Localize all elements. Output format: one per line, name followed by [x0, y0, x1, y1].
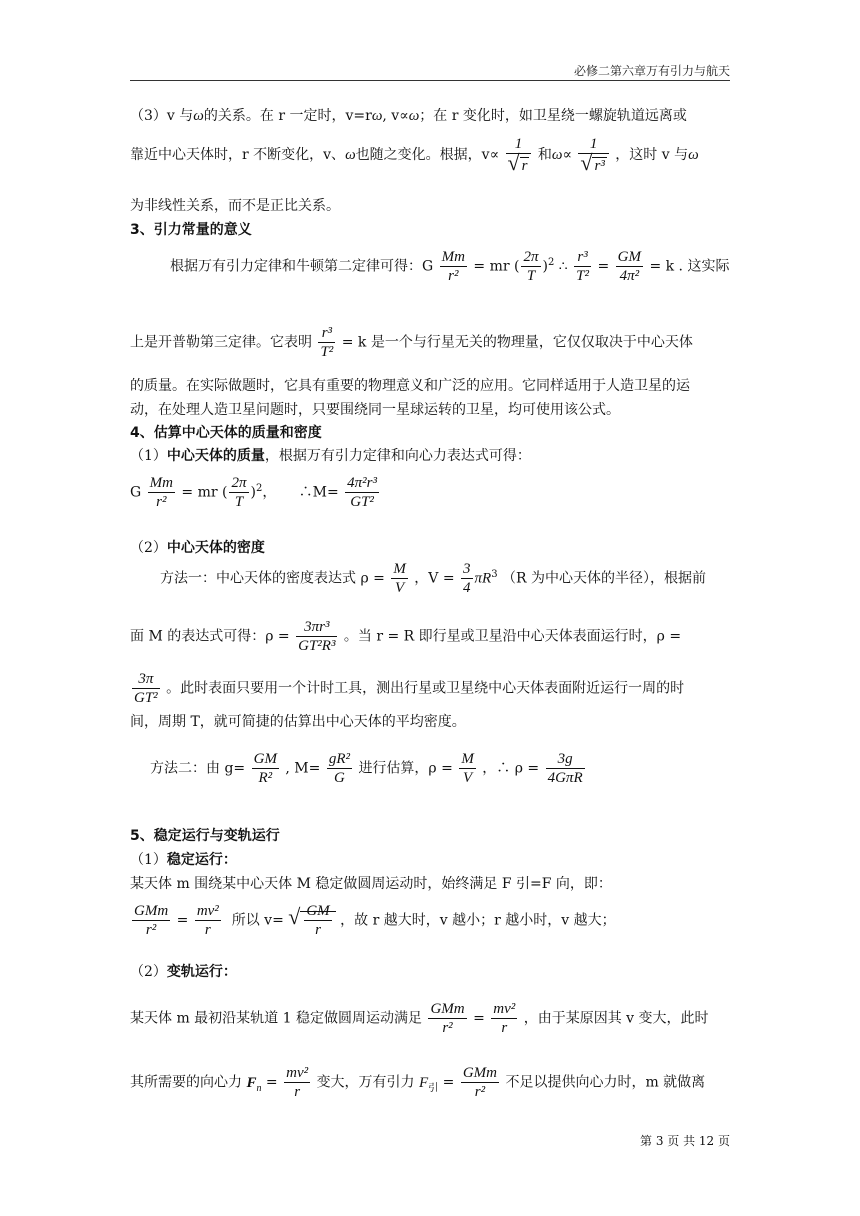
text: = k 是一个与行星无关的物理量，它仅仅取决于中心天体 [341, 334, 693, 351]
paragraph-line [130, 135, 730, 175]
bold-term: 中心天体的质量 [166, 448, 265, 464]
omega-symbol: ω [688, 147, 699, 163]
text: = [442, 1074, 455, 1091]
text: ，根据万有引力定律和向心力表达式可得： [264, 448, 531, 464]
section-heading-4: 4、估算中心天体的质量和密度 [130, 425, 322, 441]
text: = [265, 1074, 278, 1091]
fraction-1-over-sqrt-r: $\frac{1}{√ r}$ [506, 135, 532, 175]
text: 其所需要的向心力 [130, 1074, 242, 1091]
exponent: 2 [547, 256, 555, 268]
force-Fn: $F_n$ [246, 1074, 262, 1094]
paragraph-line: 某天体 m 围绕某中心天体 M 稳定做圆周运动时，始终满足 F 引=F 向，即： [130, 876, 612, 892]
formula-line [130, 474, 730, 511]
text: = [176, 912, 189, 929]
text: ，∴ ρ = [482, 760, 540, 777]
text: 的关系。在 r 一定时，v=r [203, 108, 372, 124]
formula-line [130, 1064, 730, 1101]
text: 所以 v= [231, 912, 284, 929]
exponent: 2 [255, 482, 263, 494]
fraction-M-V: $\frac{M}{V}$ [461, 751, 474, 786]
fraction-r3-T2: $\frac{\text{r³}}{\text{T²}}$ [320, 325, 334, 360]
text: （1） [130, 448, 167, 464]
omega-symbol: ω [345, 147, 356, 163]
sqrt-GM-over-r: √ $\frac{GM}{r}$ [288, 902, 335, 939]
text: ∴M= [298, 484, 339, 501]
omega-symbol: ω [408, 108, 420, 124]
text: = mr ( [473, 258, 520, 275]
fraction-3pi-GT2: $\frac{3\pi}{\text{GT²}}$ [134, 671, 158, 706]
paragraph-line [130, 106, 730, 126]
text: 方法二：由 g= [150, 760, 246, 777]
text: = mr ( [181, 484, 228, 501]
fraction-GM-4pi2: $\frac{GM}{\text{4π²}}$ [617, 249, 641, 284]
text: ，故 r 越大时，v 越小；r 越小时，v 越大； [340, 912, 616, 929]
page-footer: 第 3 页 共 12 页 [640, 1134, 730, 1148]
text: = k . 这实际 [649, 258, 730, 275]
running-header: 必修二第六章万有引力与航天 [573, 64, 730, 78]
paragraph-line [130, 538, 730, 558]
text: 不足以提供向心力时，m 就做离 [505, 1074, 706, 1091]
text: 和 [537, 147, 552, 163]
fraction-GMm-r2: GMm r² [462, 1065, 497, 1100]
fraction-Mm-r2: $\frac{Mm}{\text{r²}}$ [441, 249, 465, 284]
text: πR [474, 570, 492, 587]
paragraph-line: 的质量。在实际做题时，它具有重要的物理意义和广泛的应用。它同样适用于人造卫星的运 [130, 378, 690, 394]
fraction-3g-4GpiR: 3g 4GπR [547, 751, 583, 786]
fraction-M-V: $\frac{M}{V}$ [393, 561, 406, 596]
fraction-Mm-r2: $\frac{Mm}{\text{r²}}$ [149, 475, 173, 510]
text: （3）v 与 [130, 108, 194, 124]
therefore-symbol: ∴ [558, 258, 568, 275]
formula-line [130, 670, 730, 707]
text: 。此时表面只要用一个计时工具，测出行星或卫星绕中心天体表面附近运行一周的时 [166, 680, 685, 697]
fraction-GM-R2: $\frac{GM}{\text{R²}}$ [253, 751, 277, 786]
text: ，由于某原因其 v 变大，此时 [523, 1010, 709, 1027]
text: 某天体 m 最初沿某轨道 1 稳定做圆周运动满足 [130, 1010, 422, 1027]
header-rule [130, 80, 730, 81]
paragraph-line [130, 324, 730, 361]
text: 靠近中心天体时，r 不断变化，v、 [130, 147, 346, 163]
omega-symbol: ω [193, 108, 204, 124]
paragraph-line [130, 962, 730, 982]
fraction-density-formula: $\frac{\text{3πr³}}{\text{GT²R³}}$ [298, 619, 336, 654]
formula-line [130, 902, 730, 939]
text: ， [262, 484, 277, 501]
fraction-1-over-sqrt-r3: $\frac{1}{\text{√ r³}}$ [578, 135, 608, 175]
text: （1） [130, 852, 167, 868]
fraction-mv2-r: $\frac{\text{mv²}}{r}$ [286, 1065, 309, 1100]
fraction-mv2-r: $\frac{\text{mv²}}{r}$ [493, 1001, 516, 1036]
paragraph-line: 为非线性关系，而不是正比关系。 [130, 198, 340, 214]
force-F-yin: $F_引$ [419, 1074, 439, 1094]
paragraph-line [130, 850, 730, 870]
fraction-gR2-G: $\frac{\text{gR²}}{G}$ [328, 751, 350, 786]
fraction-GMm-r2: GMm r² [430, 1001, 465, 1036]
text: ) [542, 258, 548, 275]
fraction-mass-formula: $\frac{\text{4π²r³}}{\text{GT²}}$ [347, 475, 377, 510]
text: 方法一：中心天体的密度表达式 ρ = [160, 570, 385, 587]
text: = [473, 1010, 485, 1027]
text: 面 M 的表达式可得：ρ = [130, 628, 290, 645]
text: ，V = [414, 570, 455, 587]
paragraph-line: 间，周期 T，就可简捷的估算出中心天体的平均密度。 [130, 714, 466, 730]
text: 也随之变化。根据，v∝ [355, 147, 500, 163]
omega-symbol: ω [551, 147, 563, 163]
bold-term: 中心天体的密度 [166, 540, 265, 556]
text: 变大，万有引力 [316, 1074, 415, 1091]
text: （2） [130, 540, 167, 556]
exponent: 3 [491, 568, 498, 580]
text: 进行估算，ρ = [358, 760, 453, 777]
text: 根据万有引力定律和牛顿第二定律可得：G [170, 258, 434, 275]
fraction-2pi-T: $\frac{2\pi}{T}$ [523, 249, 539, 284]
formula-line [170, 248, 730, 285]
text: ) [250, 484, 256, 501]
formula-line [160, 560, 730, 597]
fraction-mv2-r: $\frac{\text{mv²}}{r}$ [196, 903, 219, 938]
paragraph-line: 动，在处理人造卫星问题时，只要围绕同一星球运转的卫星，均可使用该公式。 [130, 402, 620, 418]
text: （R 为中心天体的半径），根据前 [502, 570, 707, 587]
formula-line [150, 750, 730, 787]
text: 。当 r = R 即行星或卫星沿中心天体表面运行时，ρ = [343, 628, 682, 645]
text: 上是开普勒第三定律。它表明 [130, 334, 312, 351]
formula-line [130, 618, 730, 655]
bold-term: 稳定运行： [166, 852, 237, 868]
text: ；在 r 变化时，如卫星绕一螺旋轨道远离或 [419, 108, 687, 124]
text: ，这时 v 与 [615, 147, 689, 163]
text: = [597, 258, 610, 275]
formula-line [130, 1000, 730, 1037]
section-heading-5: 5、稳定运行与变轨运行 [130, 828, 280, 844]
fraction-r3-T2: $\frac{\text{r³}}{\text{T²}}$ [576, 249, 590, 284]
fraction-2pi-T: $\frac{2\pi}{T}$ [231, 475, 247, 510]
text: , v∝ [382, 108, 409, 124]
omega-symbol: ω [371, 108, 383, 124]
text: ∝ [562, 147, 572, 163]
section-heading-3: 3、引力常量的意义 [130, 222, 252, 238]
text: （2） [130, 964, 167, 980]
text: , M= [285, 760, 321, 777]
paragraph-line [130, 446, 730, 466]
text: G [130, 484, 142, 501]
fraction-3-4: $\frac{3}{4}$ [463, 561, 471, 596]
fraction-GMm-r2: GMm r² [134, 903, 169, 938]
bold-term: 变轨运行： [166, 964, 237, 980]
